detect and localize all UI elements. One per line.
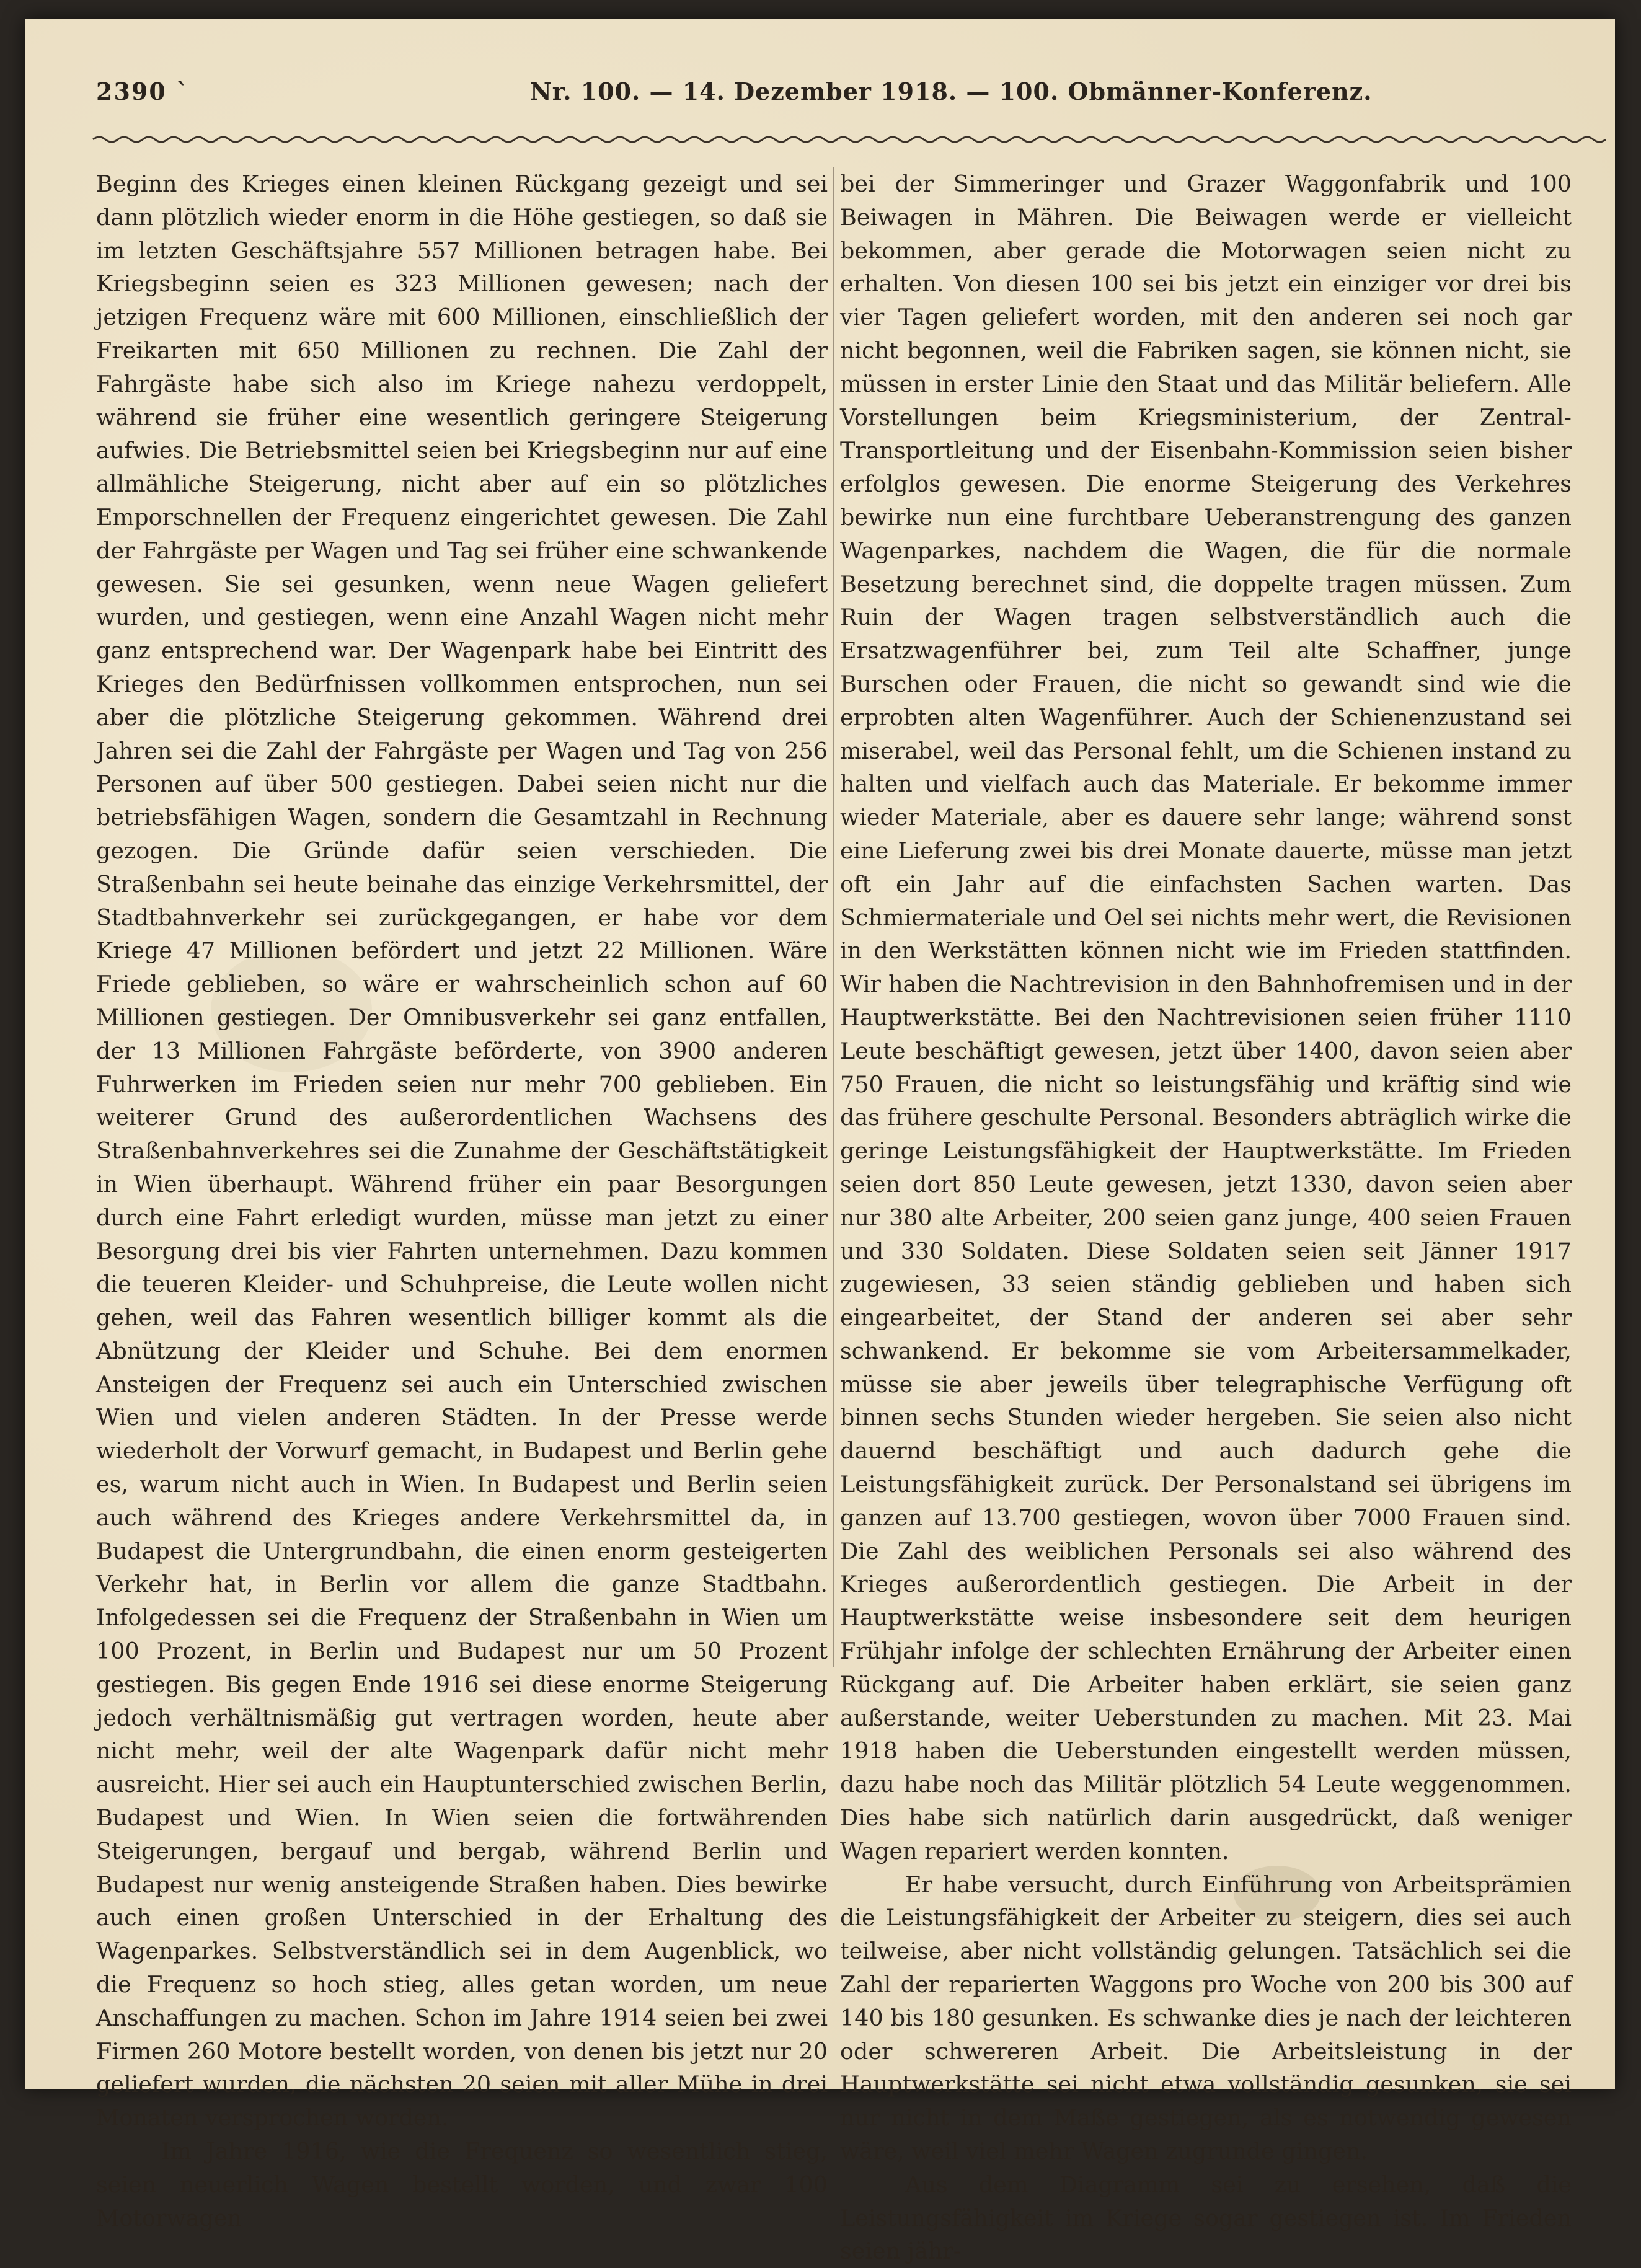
header-wavy-rule	[93, 133, 1606, 146]
right-paragraph-3: Aus dem Diagramm sei zu ersehen, daß die Leistungsfähigkeit im Kriege sogar gestiegen ist. Im Frieden seien jähr-	[840, 2171, 1572, 2265]
left-column	[96, 167, 828, 2235]
left-paragraph-1: Beginn des Krieges einen kleinen Rückgang gezeigt und sei dann plötzlich wieder enorm in die Höhe gestiegen, so daß sie im letzten Geschäftsjahre 557 Millionen betragen habe. Bei Kriegsbeginn seien es 323 Millionen gewesen; nach der jetzigen Frequenz wäre mit 600 Millionen, einschließlich der Freikarten mit 650 Millionen zu rechnen. Die Zahl der Fahrgäste habe sich also im Kriege nahezu verdoppelt, während sie früher eine wesentlich geringere Steigerung aufwies. Die Betriebsmittel seien bei Kriegsbeginn nur auf eine allmähliche Steigerung, nicht aber auf ein so plötzliches Emporschnellen der Frequenz eingerichtet gewesen. Die Zahl der Fahrgäste per Wagen und Tag sei früher eine schwankende gewesen. Sie sei gesunken, wenn neue Wagen geliefert wurden, und gestiegen, wenn eine Anzahl Wagen nicht mehr ganz entsprechend war. Der Wagenpark habe bei Eintritt des Krieges den Bedürfnissen vollkommen entsprochen, nun sei aber die plötzliche Steigerung gekommen. Während drei Jahren sei die Zahl der Fahrgäste per Wagen und Tag von 256 Personen auf über 500 gestiegen. Dabei seien nicht nur die betriebsfähigen Wagen, sondern die Gesamtzahl in Rechnung gezogen. Die Gründe dafür seien verschieden. Die Straßenbahn sei heute beinahe das einzige Verkehrsmittel, der Stadtbahnverkehr sei zurückgegangen, er habe vor dem Kriege 47 Millionen befördert und jetzt 22 Millionen. Wäre Friede geblieben, so wäre er wahrscheinlich schon auf 60 Millionen gestiegen. Der Omnibusverkehr sei ganz entfallen, der 13 Millionen Fahrgäste beförderte, von 3900 anderen Fuhrwerken im Frieden seien nur mehr 700 geblieben. Ein weiterer Grund des außerordentlichen Wachsens des Straßenbahnverkehres sei die Zunahme der Geschäftstätigkeit in Wien überhaupt. Während früher ein paar Besorgungen durch eine Fahrt erledigt wurden, müsse man jetzt zu einer Besorgung drei bis vier Fahrten unternehmen. Dazu kommen die teueren Kleider- und Schuhpreise, die Leute wollen nicht gehen, weil das Fahren wesentlich billiger kommt als die Abnützung der Kleider und Schuhe. Bei dem enormen Ansteigen der Frequenz sei auch ein Unterschied zwischen Wien und vielen anderen Städten. In der Presse werde wiederholt der Vorwurf gemacht, in Budapest und Berlin gehe es, warum nicht auch in Wien. In Budapest und Berlin seien auch während des Krieges andere Verkehrsmittel da, in Budapest die Untergrundbahn, die einen enorm gesteigerten Verkehr hat, in Berlin vor allem die ganze Stadtbahn. Infolgedessen sei die Frequenz der Straßenbahn in Wien um 100 Prozent, in Berlin und Budapest nur um 50 Prozent gestiegen. Bis gegen Ende 1916 sei diese enorme Steigerung jedoch verhältnismäßig gut vertragen worden, heute aber nicht mehr, weil der alte Wagenpark dafür nicht mehr ausreicht. Hier sei auch ein Hauptunterschied zwischen Berlin, Budapest und Wien. In Wien seien die fortwährenden Steigerungen, bergauf und bergab, während Berlin und Budapest nur wenig ansteigende Straßen haben. Dies bewirke auch einen großen Unterschied in der Erhaltung des Wagenparkes. Selbstverständlich sei in dem Augenblick, wo die Frequenz so hoch stieg, alles getan worden, um neue Anschaffungen zu machen. Schon im Jahre 1914 seien bei zwei Firmen 260 Motore bestellt worden, von denen bis jetzt nur 20 geliefert wurden, die nächsten 20 seien mit aller Mühe in drei Monaten versprochen worden.	[96, 170, 828, 2132]
left-paragraph-2: Im Jahre 1916, wie die Frequenz so wesentlich stieg, seien neuerlich Wagen bestellt worden, und zwar 100 Motorwagen	[96, 2138, 828, 2231]
right-paragraph-2: Er habe versucht, durch Einführung von Arbeitsprämien die Leistungsfähigkeit der Arbeiter zu steigern, dies sei auch teilweise, aber nicht vollständig gelungen. Tatsächlich sei die Zahl der reparierten Waggons pro Woche von 200 bis 300 auf 140 bis 180 gesunken. Es schwanke dies je nach der leichteren oder schwereren Arbeit. Die Arbeitsleistung in der Hauptwerkstätte sei nicht etwa vollständig gesunken, sie sei nur nicht in dem Maße gestiegen, als es notwendig gewesen wäre, weil viel mehr Wagen zugrunde gingen.	[840, 1871, 1572, 2165]
right-column	[840, 167, 1572, 2268]
newspaper-page	[25, 19, 1615, 2265]
right-paragraph-1: bei der Simmeringer und Grazer Waggonfabrik und 100 Beiwagen in Mähren. Die Beiwagen werde er vielleicht bekommen, aber gerade die Motorwagen seien nicht zu erhalten. Von diesen 100 sei bis jetzt ein einziger vor drei bis vier Tagen geliefert worden, mit den anderen sei noch gar nicht begonnen, weil die Fabriken sagen, sie können nicht, sie müssen in erster Linie den Staat und das Militär beliefern. Alle Vorstellungen beim Kriegsministerium, der Zentral-Transportleitung und der Eisenbahn-Kommission seien bisher erfolglos gewesen. Die enorme Steigerung des Verkehres bewirke nun eine furchtbare Ueberanstrengung des ganzen Wagenparkes, nachdem die Wagen, die für die normale Besetzung berechnet sind, die doppelte tragen müssen. Zum Ruin der Wagen tragen selbstverständlich auch die Ersatzwagenführer bei, zum Teil alte Schaffner, junge Burschen oder Frauen, die nicht so gewandt sind wie die erprobten alten Wagenführer. Auch der Schienenzustand sei miserabel, weil das Personal fehlt, um die Schienen instand zu halten und vielfach auch das Materiale. Er bekomme immer wieder Materiale, aber es dauere sehr lange; während sonst eine Lieferung zwei bis drei Monate dauerte, müsse man jetzt oft ein Jahr auf die einfachsten Sachen warten. Das Schmiermateriale und Oel sei nichts mehr wert, die Revisionen in den Werkstätten können nicht wie im Frieden stattfinden. Wir haben die Nachtrevision in den Bahnhofremisen und in der Hauptwerkstätte. Bei den Nachtrevisionen seien früher 1110 Leute beschäftigt gewesen, jetzt über 1400, davon seien aber 750 Frauen, die nicht so leistungsfähig und kräftig sind wie das frühere geschulte Personal. Besonders abträglich wirke die geringe Leistungsfähigkeit der Hauptwerkstätte. Im Frieden seien dort 850 Leute gewesen, jetzt 1330, davon seien aber nur 380 alte Arbeiter, 200 seien ganz junge, 400 seien Frauen und 330 Soldaten. Diese Soldaten seien seit Jänner 1917 zugewiesen, 33 seien ständig geblieben und haben sich eingearbeitet, der Stand der anderen sei aber sehr schwankend. Er bekomme sie vom Arbeitersammelkader, müsse sie aber jeweils über telegraphische Verfügung oft binnen sechs Stunden wieder hergeben. Sie seien also nicht dauernd beschäftigt und auch dadurch gehe die Leistungsfähigkeit zurück. Der Personalstand sei übrigens im ganzen auf 13.700 gestiegen, wovon über 7000 Frauen sind. Die Zahl des weiblichen Personals sei also während des Krieges außerordentlich gestiegen. Die Arbeit in der Hauptwerkstätte weise insbesondere seit dem heurigen Frühjahr infolge der schlechten Ernährung der Arbeiter einen Rückgang auf. Die Arbeiter haben erklärt, sie seien ganz außerstande, weiter Ueberstunden zu machen. Mit 23. Mai 1918 haben die Ueberstunden eingestellt werden müssen, dazu habe noch das Militär plötzlich 54 Leute weggenommen. Dies habe sich natürlich darin ausgedrückt, daß weniger Wagen repariert werden konnten.	[840, 170, 1572, 1864]
running-title: Nr. 100. — 14. Dezember 1918. — 100. Obmänner-Konferenz.	[530, 77, 1373, 105]
page-number: 2390 `	[96, 77, 189, 105]
column-divider	[833, 167, 834, 1667]
page-header	[96, 77, 1460, 121]
